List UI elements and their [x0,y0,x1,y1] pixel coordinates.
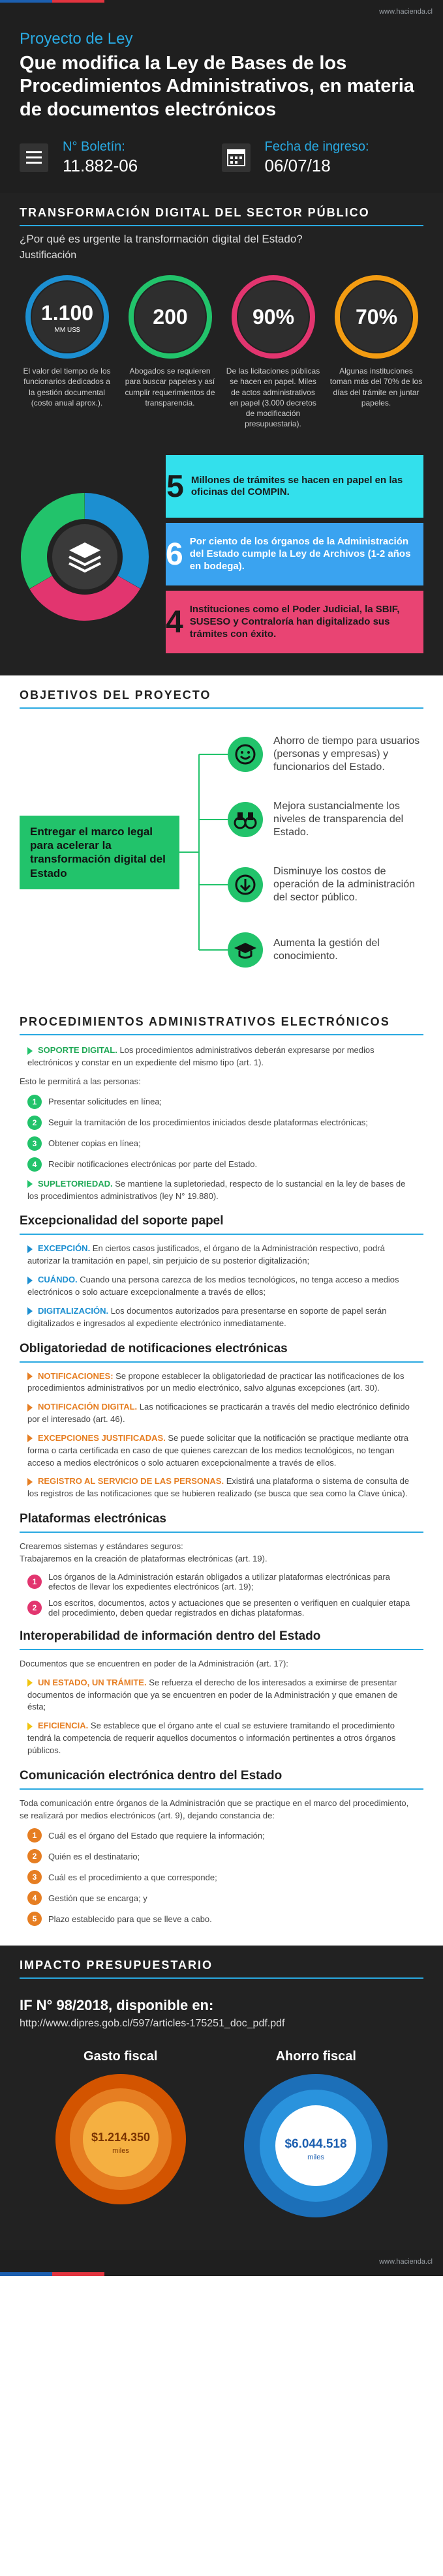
gasto-unit: miles [112,2147,129,2155]
divider [20,1649,423,1650]
flag-stripe [0,2272,104,2276]
fecha-label: Fecha de ingreso: [264,140,369,155]
section-title: TRANSFORMACIÓN DIGITAL DEL SECTOR PÚBLICO [20,206,370,220]
calendar-icon [222,143,251,172]
divider [20,1234,423,1235]
list-item: 2 Seguir la tramitación de los procedimientos iniciados desde plataformas electrónicas; [0,1116,443,1130]
justificacion-label: Justificación [20,250,77,261]
graduation-cap-icon [228,932,263,968]
boletin-label: N° Boletín: [63,140,125,155]
block-text: Por ciento de los órganos de la Administración del Estado cumple la Ley de Archivos (1-2 años en bodega). [189,536,411,572]
excepcionalidad-list [0,1243,443,1329]
permite-text: Esto le permitirá a las personas: [20,1076,141,1086]
number-badge: 3 [27,1870,42,1884]
stat-text: De las licitaciones públicas se hacen en papel. Miles de actos administrativos en papel (3.000 decretos de modificación presupuestaria). [226,366,320,429]
gasto-value: $1.214.350 [91,2131,150,2144]
stat-circle [226,274,320,429]
stat-block [166,455,423,518]
objetivo-item [228,787,423,852]
divider [20,1788,423,1790]
list-icon [20,143,48,172]
page-title: Que modifica la Ley de Bases de los Procedimientos Administrativos, en materia de documentos electrónicos [20,53,414,120]
stat-circles [0,261,443,429]
donut-graphic [20,492,150,622]
stat-block [166,523,423,585]
divider [20,1361,423,1363]
hero [0,18,443,193]
ahorro-gauge [241,2049,391,2224]
labeled-item: NOTIFICACIÓN DIGITAL. Las notificaciones se practicarán a través del medio electrónico definido por el interesado (art. 46). [27,1402,410,1425]
flag-stripe [0,0,104,3]
plataformas-intro: Crearemos sistemas y estándares seguros: [20,1541,183,1552]
ahorro-value: $6.044.518 [284,2137,347,2152]
list-item: 2 Los escritos, documentos, actos y actuaciones que se presenten o verifiquen en cualquier etapa del procedimiento, deben quedar registrados en dichas plataformas. [0,1598,443,1618]
labeled-item: REGISTRO AL SERVICIO DE LAS PERSONAS. Existirá una plataforma o sistema de consulta de los registros de las notificaciones que se hubieren realizado (se busca que sea como la Clave única). [27,1476,410,1499]
stat-text: El valor del tiempo de los funcionarios dedicados a la gestión documental (costo anual aprox.). [23,366,111,407]
gasto-label: Gasto fiscal [84,2049,158,2064]
labeled-item: EXCEPCIONES JUSTIFICADAS. Se puede solicitar que la notificación se practique mediante otra forma o carta certificada en caso de que quienes carezcan de los medios tecnológicos, no tengan acceso a medios electrónicos o solo actuaren excepcionalmente a través de ellos. [27,1432,408,1468]
interoperabilidad-title: Interoperabilidad de información dentro del Estado [20,1629,321,1643]
notificaciones-title: Obligatoriedad de notificaciones electrónicas [20,1341,288,1355]
boletin-value: 11.882-06 [63,156,138,176]
top-bar [0,0,443,18]
objetivos-diagram [0,709,443,996]
number-badge: 5 [27,1912,42,1926]
binoculars-icon [228,802,263,837]
kicker: Proyecto de Ley [20,30,133,48]
labeled-item: EFICIENCIA. Se establece que el órgano ante el cual se estuviere tramitando el procedimiento tendrá la competencia de requerir aquellos documentos o información pertinentes a otros órganos públicos. [27,1721,396,1755]
impacto-section [0,1946,443,2250]
labeled-item: DIGITALIZACIÓN. Los documentos autorizados para presentarse en soporte de papel serán digitalizados e ingresados al expediente electrónico inmediatamente. [27,1305,387,1328]
section-title: PROCEDIMIENTOS ADMINISTRATIVOS ELECTRÓNICOS [20,1015,390,1029]
stat-text: Algunas instituciones toman más del 70% de los días del trámite en juntar papeles. [329,366,423,407]
stat-value: 1.100 [40,301,93,325]
stat-value: 200 [152,305,188,329]
divider [20,1532,423,1533]
block-number: 6 [166,537,183,572]
permite-list [0,1095,443,1172]
objetivos-list [228,722,423,983]
list-item: 3 Obtener copias en línea; [0,1136,443,1151]
labeled-item: EXCEPCIÓN. En ciertos casos justificados, el órgano de la Administración respectivo, podrá autorizar la tramitación en papel, sin perjuicio de su posterior digitalización; [27,1243,385,1266]
interoperabilidad-intro: Documentos que se encuentren en poder de la Administración (art. 17): [20,1658,288,1668]
list-item: 1 Los órganos de la Administración estarán obligados a utilizar plataformas electrónicas para efectos de llevar los expedientes electrónicos (art. 19); [0,1572,443,1591]
list-item: 1 Cuál es el órgano del Estado que requiere la información; [0,1828,443,1843]
excepcionalidad-title: Excepcionalidad del soporte papel [20,1214,224,1228]
list-item: 5 Plazo establecido para que se lleve a cabo. [0,1912,443,1926]
number-badge: 2 [27,1116,42,1130]
question: ¿Por qué es urgente la transformación digital del Estado? [20,233,303,246]
number-badge: 3 [27,1136,42,1151]
number-badge: 4 [27,1157,42,1172]
number-badge: 1 [27,1828,42,1843]
connector-lines [179,722,228,983]
stat-block [166,591,423,653]
section-title: OBJETIVOS DEL PROYECTO [20,688,211,702]
list-item: 2 Quién es el destinatario; [0,1849,443,1863]
section-title: IMPACTO PRESUPUESTARIO [20,1959,213,1972]
number-badge: 1 [27,1095,42,1109]
block-number: 4 [166,604,183,640]
smile-icon [228,737,263,772]
stat-circle [123,274,217,429]
comunicacion-title: Comunicación electrónica dentro del Estado [20,1768,283,1783]
objetivo-text: Aumenta la gestión del conocimiento. [273,938,380,962]
fecha [222,140,424,176]
footer-site-url[interactable]: www.hacienda.cl [379,2258,433,2266]
stat-blocks [166,455,423,659]
meta-row [20,140,423,176]
boletin [20,140,222,176]
list-item: 1 Presentar solicitudes en línea; [0,1095,443,1109]
objetivo-text: Mejora sustancialmente los niveles de transparencia del Estado. [273,801,404,838]
footer-bar [0,2250,443,2276]
plataformas-intro2: Trabajaremos en la creación de plataformas electrónicas (art. 19). [20,1553,267,1563]
stat-circle [20,274,114,429]
list-item: 3 Cuál es el procedimiento a que corresponde; [0,1870,443,1884]
comunicacion-list [0,1828,443,1946]
transformacion-section [0,193,443,675]
list-item: 4 Recibir notificaciones electrónicas por parte del Estado. [0,1157,443,1172]
labeled-item: UN ESTADO, UN TRÁMITE. Se refuerza el derecho de los interesados a eximirse de presentar documentos de información que ya se encuentren en poder de la Administración y que emanen de ésta; [27,1677,398,1712]
stat-unit: MM US$ [54,327,80,334]
block-number: 5 [166,469,184,504]
objetivos-section [0,675,443,1002]
plataformas-list [0,1572,443,1618]
informe-link[interactable]: http://www.dipres.gob.cl/597/articles-175251_doc_pdf.pdf [20,2018,285,2030]
plataformas-title: Plataformas electrónicas [20,1512,166,1526]
supletoriedad: SUPLETORIEDAD. Se mantiene la supletoriedad, respecto de lo sustancial en la ley de bases de los procedimientos administrativos (ley N° 19.880). [27,1178,406,1201]
number-badge: 2 [27,1601,42,1615]
stat-text: Abogados se requieren para buscar papeles y así cumplir requerimientos de transparencia. [125,366,215,407]
fecha-value: 06/07/18 [264,156,331,176]
objetivo-item [228,917,423,983]
procedimientos-section [0,1002,443,1946]
ahorro-unit: miles [307,2154,325,2162]
comunicacion-intro: Toda comunicación entre órganos de la Administración que se practique en el marco del procedimiento, se realizará por medios electrónicos (art. 9), dejando constancia de: [20,1798,409,1820]
stat-value: 90% [252,305,294,329]
ahorro-label: Ahorro fiscal [275,2049,356,2064]
number-badge: 1 [27,1575,42,1589]
number-badge: 2 [27,1849,42,1863]
objetivo-item [228,722,423,787]
site-url[interactable]: www.hacienda.cl [379,8,433,16]
objetivo-text: Disminuye los costos de operación de la administración del sector público. [273,866,416,904]
informe-financiero: IF N° 98/2018, disponible en: [20,1997,214,2014]
divider [20,1034,423,1035]
notificaciones-list [0,1370,443,1501]
download-icon [228,867,263,902]
interoperabilidad-list [0,1677,443,1757]
number-badge: 4 [27,1891,42,1905]
labeled-item: CUÁNDO. Cuando una persona carezca de los medios tecnológicos, no tenga acceso a medios electrónicos o solo actuare excepcionalmente a través de ellos; [27,1275,399,1297]
objetivo-principal: Entregar el marco legal para acelerar la transformación digital del Estado [20,816,179,889]
infobox [0,429,443,675]
gasto-gauge [52,2049,189,2224]
block-text: Instituciones como el Poder Judicial, la SBIF, SUSESO y Contraloría han digitalizado sus trámites con éxito. [189,604,400,640]
block-text: Millones de trámites se hacen en papel en las oficinas del COMPIN. [191,474,403,498]
objetivo-text: Ahorro de tiempo para usuarios (personas y empresas) y funcionarios del Estado. [273,735,420,773]
labeled-item: NOTIFICACIONES: Se propone establecer la obligatoriedad de practicar las notificaciones de los procedimientos administrativos por un medio electrónico, salvo algunas excepciones (art. 30). [27,1370,405,1393]
budget-gauges [0,2030,443,2224]
soporte-digital: SOPORTE DIGITAL. Los procedimientos administrativos deberán expresarse por medios electrónicos y constar en un expediente del mismo tipo (art. 1). [27,1045,374,1068]
stat-circle [329,274,423,429]
stat-value: 70% [355,305,397,329]
list-item: 4 Gestión que se encarga; y [0,1891,443,1905]
objetivo-item [228,852,423,917]
